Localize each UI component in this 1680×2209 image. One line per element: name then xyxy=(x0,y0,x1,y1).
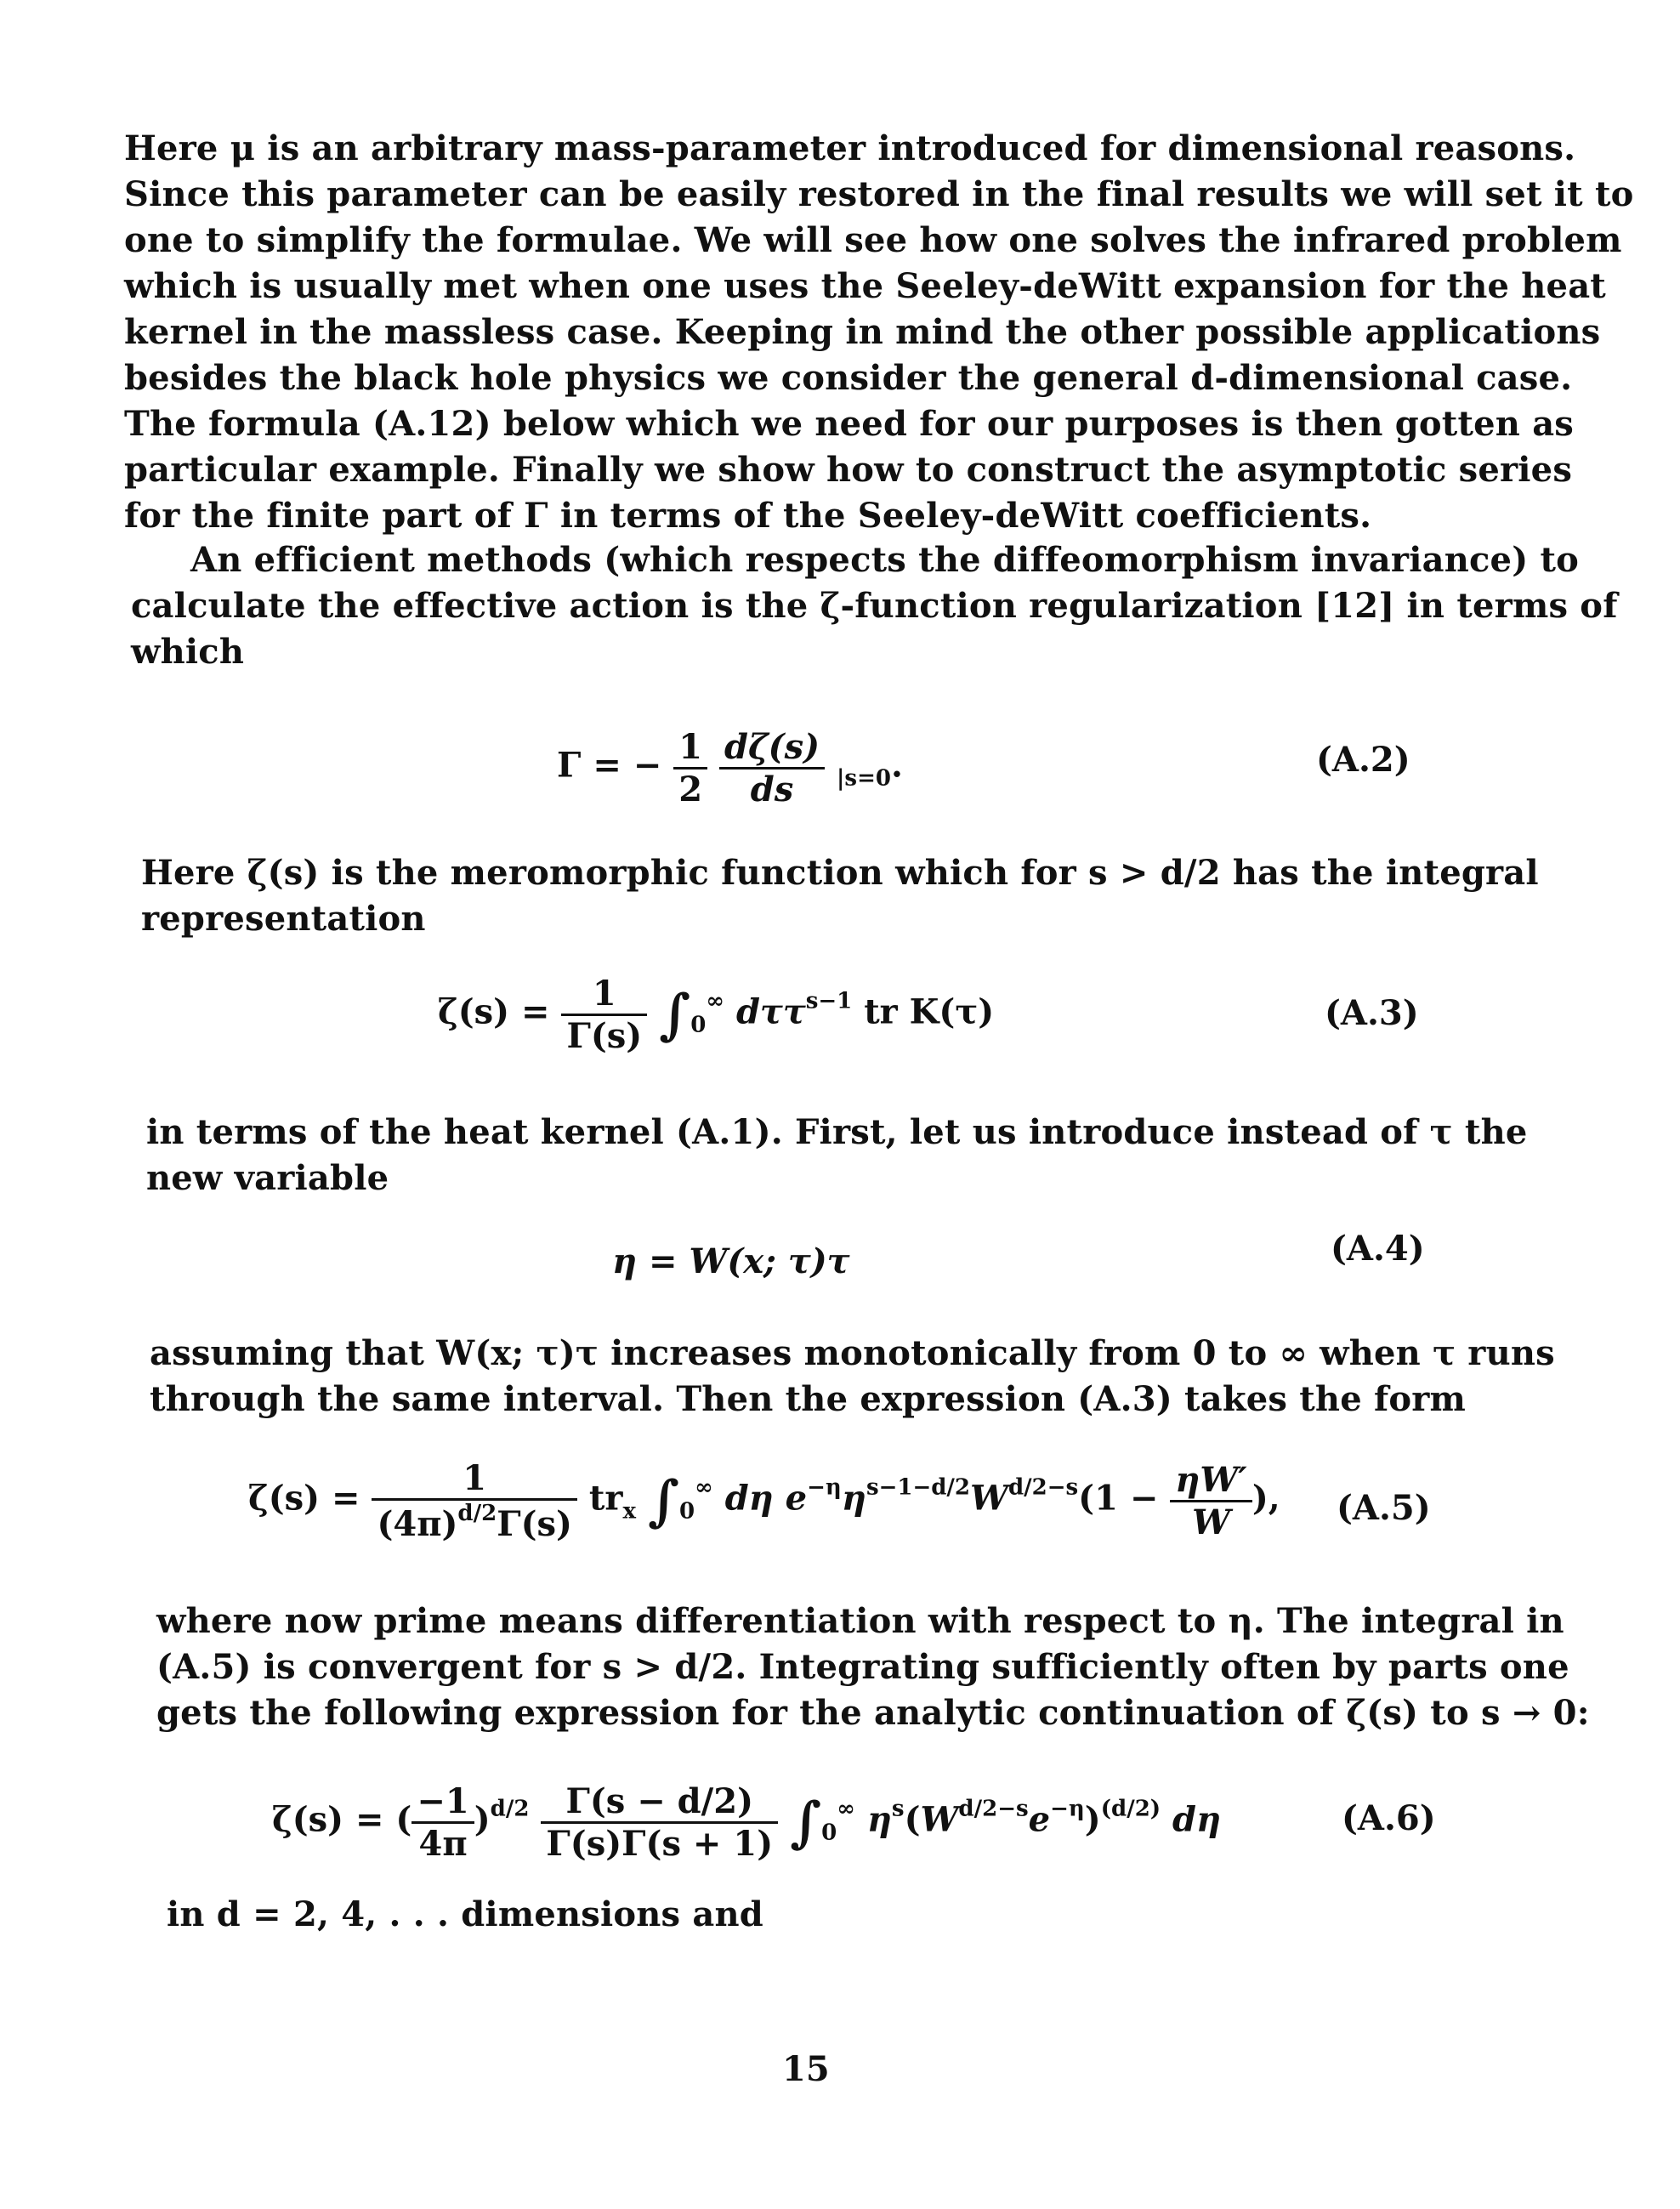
fraction xyxy=(561,974,647,1056)
text-line: besides the black hole physics we consider the general d-dimensional case. xyxy=(124,358,1573,398)
fraction xyxy=(719,727,825,809)
exponent: s−1−d/2 xyxy=(866,1474,971,1501)
integrand: dττ xyxy=(735,991,806,1032)
numerator: Γ(s − d/2) xyxy=(541,1781,778,1824)
text-line: representation xyxy=(141,899,426,939)
trace-subscript: x xyxy=(622,1498,636,1525)
equation-a5: ζ(s) = $\frac{1}{(4\pi)^{d/2}\Gamma(s)}$ $tr_x$ $\int_0^\infty$ dη $e^{-\eta}\eta^{s-1-d/2}W^{d/2-s}(1$ − $\frac{\eta W'}{W}$ ), xyxy=(248,1458,1280,1544)
numerator: dζ(s) xyxy=(719,727,825,769)
equation-label-a6: (A.6) xyxy=(1342,1798,1436,1838)
equation-label-a5: (A.5) xyxy=(1337,1488,1431,1528)
exponent: −η xyxy=(1050,1796,1085,1822)
equation-a3 xyxy=(438,974,994,1056)
integral-lower-limit: 0 xyxy=(821,1820,837,1846)
exponent: −η xyxy=(807,1474,842,1501)
fraction xyxy=(1170,1460,1252,1542)
integrand-eta: η xyxy=(866,1799,892,1840)
equation-label-a2: (A.2) xyxy=(1316,740,1410,780)
exponent: s−1 xyxy=(805,988,853,1014)
trace-operator: tr xyxy=(588,1478,623,1519)
text-line: which is usually met when one uses the Seeley-deWitt expansion for the heat xyxy=(124,266,1606,306)
integral-lower-limit: 0 xyxy=(690,1012,707,1038)
paragraph-new-variable xyxy=(146,1110,1528,1201)
exponent: d/2−s xyxy=(958,1796,1029,1822)
text-line: An efficient methods (which respects the diffeomorphism invariance) to xyxy=(190,540,1580,580)
equation-a2 xyxy=(557,727,903,809)
integrand-deta: dη xyxy=(1161,1799,1222,1840)
eq-tail: . xyxy=(890,745,903,786)
denominator: ds xyxy=(750,769,794,809)
numerator: 1 xyxy=(372,1458,577,1501)
eq-lhs: Γ = − xyxy=(557,745,662,786)
text-line: new variable xyxy=(146,1158,389,1198)
paragraph-meromorphic xyxy=(141,850,1539,942)
text-line: Here μ is an arbitrary mass-parameter introduced for dimensional reasons. xyxy=(124,128,1576,168)
text-line: kernel in the massless case. Keeping in mind the other possible applications xyxy=(124,312,1601,352)
text-line: in d = 2, 4, . . . dimensions and xyxy=(167,1894,763,1934)
eval-subscript: |s=0 xyxy=(836,765,891,792)
page-number: 15 xyxy=(782,2049,830,2089)
numerator: 1 xyxy=(673,727,707,769)
integral-upper-limit: ∞ xyxy=(837,1796,855,1822)
integral-upper-limit: ∞ xyxy=(706,988,724,1014)
text-line: gets the following expression for the analytic continuation of ζ(s) to s → 0: xyxy=(156,1693,1590,1733)
exponent: d/2−s xyxy=(1007,1474,1079,1501)
fraction xyxy=(372,1458,577,1544)
text-line: calculate the effective action is the ζ-function regularization [12] in terms of xyxy=(131,586,1618,626)
fraction xyxy=(541,1781,778,1864)
denominator: 2 xyxy=(678,769,703,809)
paragraph-zeta-method xyxy=(131,537,1618,675)
text-line: particular example. Finally we show how to construct the asymptotic series xyxy=(124,450,1573,490)
integrand-w: W xyxy=(920,1799,959,1840)
paragraph-analytic-continuation xyxy=(156,1599,1590,1736)
integral-lower-limit: 0 xyxy=(679,1498,695,1525)
integral-upper-limit: ∞ xyxy=(695,1474,713,1501)
text-line: where now prime means differentiation with respect to η. The integral in xyxy=(156,1601,1564,1641)
equation-label-a4: (A.4) xyxy=(1331,1229,1425,1269)
fraction xyxy=(411,1781,474,1864)
text-line: in terms of the heat kernel (A.1). First, let us introduce instead of τ the xyxy=(146,1112,1528,1152)
denominator: 4π xyxy=(418,1824,468,1864)
integrand-w: W xyxy=(970,1478,1008,1519)
equation-label-a3: (A.3) xyxy=(1325,993,1419,1033)
numerator: 1 xyxy=(561,974,647,1016)
paragraph-monotonic xyxy=(150,1331,1555,1423)
text-line: Here ζ(s) is the meromorphic function which for s > d/2 has the integral xyxy=(141,853,1539,893)
integrand-exp: e xyxy=(1028,1799,1051,1840)
eq-lhs: ζ(s) = xyxy=(438,991,550,1032)
eq-lhs: ζ(s) = xyxy=(248,1478,360,1519)
exponent: (d/2) xyxy=(1100,1796,1161,1822)
text-line: assuming that W(x; τ)τ increases monotonically from 0 to ∞ when τ runs xyxy=(150,1333,1555,1373)
integrand: dη e xyxy=(724,1478,808,1519)
text-line: through the same interval. Then the expression (A.3) takes the form xyxy=(150,1379,1467,1419)
integral-sign: ∫ xyxy=(659,983,691,1047)
text-line: (A.5) is convergent for s > d/2. Integrating sufficiently often by parts one xyxy=(156,1647,1569,1687)
exponent: d/2 xyxy=(490,1796,530,1822)
text-line: Since this parameter can be easily restored in the final results we will set it to xyxy=(124,174,1634,214)
eq-tail: tr K(τ) xyxy=(864,991,995,1032)
integral-sign: ∫ xyxy=(647,1469,679,1533)
denominator: $(4\pi)^{d/2}\Gamma(s)$ xyxy=(377,1501,572,1544)
eq-lhs: ζ(s) = ( xyxy=(272,1799,412,1840)
denominator: Γ(s)Γ(s + 1) xyxy=(546,1824,774,1864)
text-line: which xyxy=(131,632,245,672)
denominator: W xyxy=(1192,1502,1230,1542)
paragraph-intro xyxy=(124,126,1634,539)
text-line: The formula (A.12) below which we need for our purposes is then gotten as xyxy=(124,404,1575,444)
denominator: Γ(s) xyxy=(566,1016,643,1056)
integrand-eta: η xyxy=(841,1478,866,1519)
numerator: −1 xyxy=(411,1781,474,1824)
text-line: one to simplify the formulae. We will see how one solves the infrared problem xyxy=(124,220,1622,260)
paragraph-dimensions xyxy=(167,1892,1187,1938)
exponent: s xyxy=(891,1796,905,1822)
equation-a4: η = W(x; τ)τ xyxy=(612,1241,850,1281)
fraction xyxy=(673,727,707,809)
equation-a6: ζ(s) = ( $\frac{-1}{4\pi}$ )$^{d/2}$ $\frac{\Gamma(s - d/2)}{\Gamma(s)\Gamma(s + 1)}$ $\int_0^\infty$ $\eta^s(W^{d/2-s}e^{-\eta})^{(d/2)}$ dη xyxy=(272,1781,1222,1864)
integral-sign: ∫ xyxy=(790,1791,822,1854)
numerator: ηW′ xyxy=(1170,1460,1252,1502)
text-line: for the finite part of Γ in terms of the Seeley-deWitt coefficients. xyxy=(124,496,1372,536)
